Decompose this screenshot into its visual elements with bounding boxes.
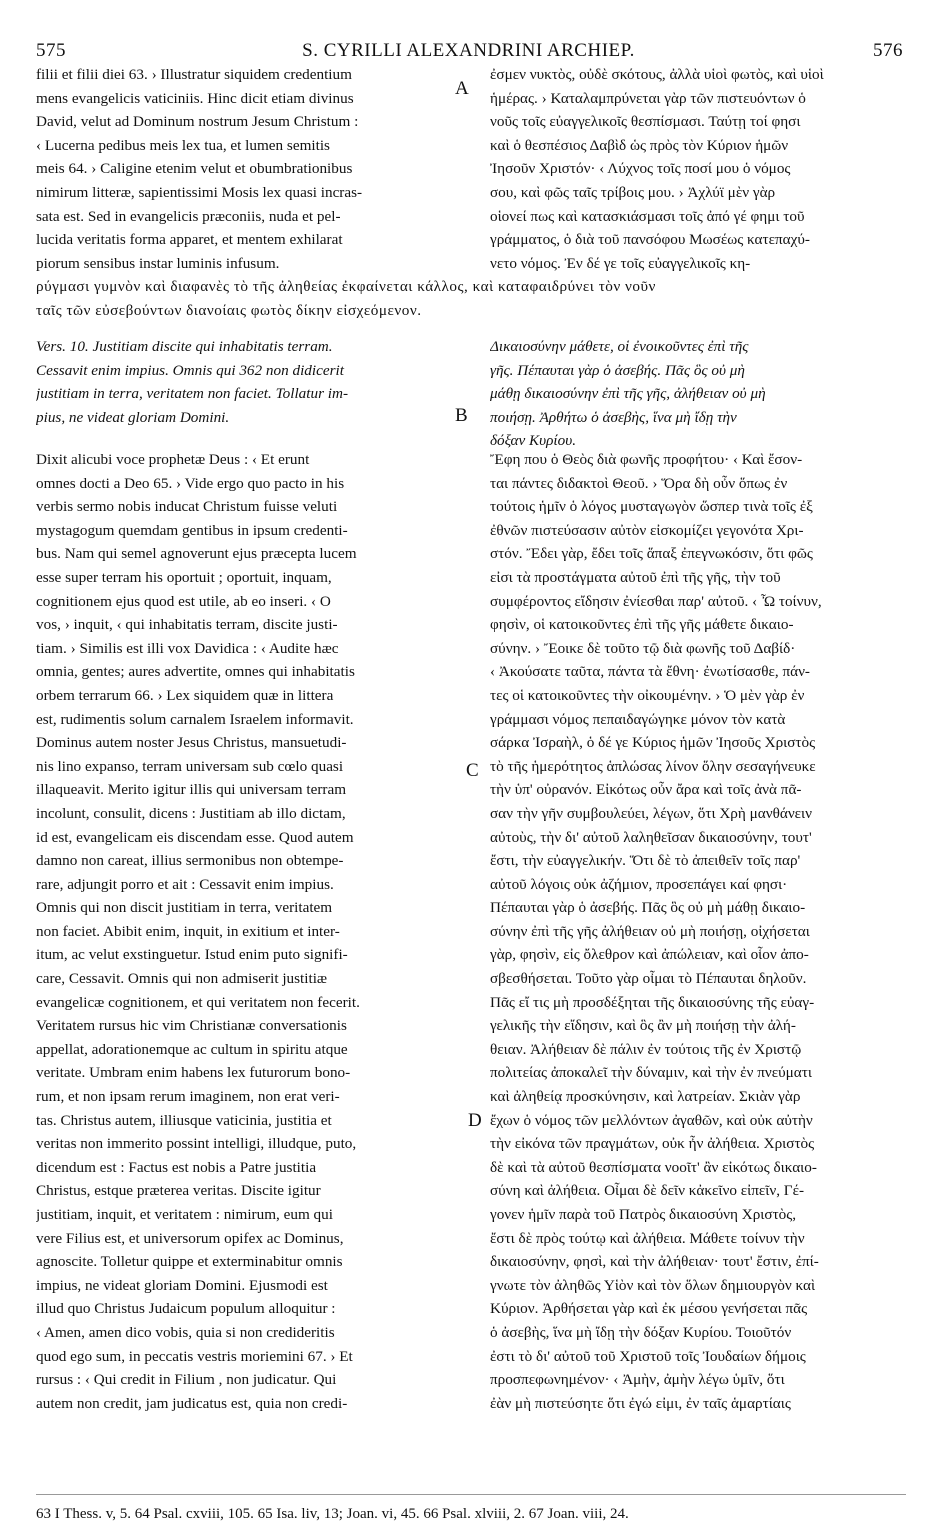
greek-text-line: οἱονεί πως καὶ κατασκιάσμασι τοῖς ἀπό γέ φημι τοῦ (490, 207, 805, 225)
latin-text-line: nis lino expanso, terram universam sub cœlo quasi (36, 757, 344, 775)
right-column-number: 576 (873, 40, 903, 61)
latin-text-line: orbem terrarum 66. › Lex siquidem quæ in littera (36, 686, 334, 704)
latin-text-line: piorum sensibus instar luminis infusum. (36, 254, 280, 272)
greek-text-line: ἔστι, τὴν εὐαγγελικήν. Ὅτι δὲ τὸ ἀπειθεῖν τοῖς παρ' (490, 852, 801, 870)
greek-text-line: δὲ καὶ τὰ αὐτοῦ θεσπίσματα νοοῖτ' ἂν εἰκότως δικαιο- (490, 1158, 817, 1176)
latin-text-line: autem non credit, jam judicatus est, quia non credi- (36, 1394, 348, 1412)
greek-text-line: ἔχων ὁ νόμος τῶν μελλόντων ἀγαθῶν, καὶ οὐκ αὐτὴν (490, 1111, 813, 1129)
latin-text-line: rare, adjungit porro et ait : Cessavit enim impius. (36, 875, 334, 893)
greek-text-line: αὐτοῦ λόγοις οὐκ ἀζήμιον, προσεπάγει καί φησι· (490, 875, 788, 893)
greek-text-line: τὴν εἰκόνα τῶν πραγμάτων, οὐκ ἦν ἀλήθεια. Χριστὸς (490, 1135, 815, 1153)
margin-marker-a: A (455, 78, 469, 99)
greek-text-line: φησὶν, οἱ κατοικοῦντες ἐπὶ τῆς γῆς μάθετε δικαιο- (490, 616, 794, 634)
greek-text-line: Κύριον. Ἀρθήσεται γὰρ καὶ ἐκ μέσου γενήσεται πᾶς (490, 1300, 808, 1318)
greek-text-line: εἰσι τὰ προστάγματα αὐτοῦ ἐπὶ τῆς γῆς, τὴν τοῦ (490, 568, 781, 586)
latin-column-top (36, 63, 464, 275)
latin-text-line: evangelicæ cognitionem, et qui veritatem non fecerit. (36, 993, 360, 1011)
latin-text-line: sata est. Sed in evangelicis præconiis, nuda et pel- (36, 207, 341, 225)
greek-text-line: ἡμέρας. › Καταλαμπρύνεται γὰρ τῶν πιστευόντων ὁ (490, 89, 806, 107)
margin-marker-b: B (455, 405, 468, 426)
latin-text-line: veritas non immerito possint intelligi, illudque, puto, (36, 1135, 357, 1153)
greek-text-line: Ἰησοῦν Χριστόν· ‹ Λύχνος τοῖς ποσί μου ὁ νόμος (490, 160, 791, 178)
greek-text-line: ἐστι τὸ δι' αὐτοῦ τοῦ Χριστοῦ τοῖς Ἰουδαίων δήμοις (490, 1347, 806, 1365)
latin-text-line: nimirum litteræ, sapientissimi Mosis lex quasi incras- (36, 183, 363, 201)
left-column-number: 575 (36, 40, 66, 61)
greek-text-line: γράμμασι νόμος πεπαιδαγώγηκε μόνον τὸν κατὰ (490, 710, 786, 728)
greek-text-line: Πᾶς εἴ τις μὴ προσδέξηται τῆς δικαιοσύνης τῆς εὐαγ- (490, 993, 815, 1011)
latin-text-line: illud quo Christus Judaicum populum alloquitur : (36, 1300, 336, 1318)
greek-text-line: στόν. Ἔδει γὰρ, ἔδει τοῖς ἅπαξ ἐπεγνωκόσιν, ὅτι φῶς (490, 545, 813, 563)
greek-verse-line: ποιήσῃ. Ἀρθήτω ὁ ἀσεβὴς, ἵνα μὴ ἴδῃ τὴν (490, 408, 737, 426)
latin-text-line: care, Cessavit. Omnis qui non admiserit justitiæ (36, 970, 328, 988)
latin-text-line: mens evangelicis vaticiniis. Hinc dicit etiam divinus (36, 89, 354, 107)
greek-text-line: γράμματος, ὁ διὰ τοῦ πανσόφου Μωσέως κατεπαχύ- (490, 231, 810, 249)
latin-text-line: rum, et non ipsam rerum imaginem, non erat veri- (36, 1088, 340, 1106)
greek-text-line: συμφέροντος εἴδησιν ἐνίεσθαι παρ' αὐτοῦ. ‹ Ὦ τοίνυν, (490, 592, 822, 610)
latin-text-line: omnia, gentes; aures advertite, omnes qui inhabitatis (36, 663, 355, 681)
greek-text-line: ἐὰν μὴ πιστεύσητε ὅτι ἐγώ εἰμι, ἐν ταῖς ἁμαρτίαις (490, 1394, 791, 1412)
latin-text-line: cognitionem ejus quod est utile, ab eo inseri. ‹ O (36, 592, 331, 610)
greek-verse-line: μάθῃ δικαιοσύνην ἐπὶ τῆς γῆς, ἀλήθειαν οὐ μὴ (490, 385, 766, 403)
latin-text-line: David, velut ad Dominum nostrum Jesum Christum : (36, 113, 359, 131)
greek-text-line: γελικῆς τὴν εἴδησιν, καὶ ὃς ἂν μὴ ποιήσῃ τὴν ἀλή- (490, 1017, 796, 1035)
greek-verse-line: δόξαν Κυρίου. (490, 432, 577, 450)
latin-verse (36, 335, 464, 429)
greek-verse-line: Δικαιοσύνην μάθετε, οἱ ἐνοικοῦντες ἐπὶ τῆς (490, 338, 749, 355)
latin-text-line: vos, › inquit, ‹ qui inhabitatis terram, discite justi- (36, 616, 338, 634)
latin-text-line: non faciet. Abibit enim, inquit, in exitium et inter- (36, 922, 340, 940)
greek-text-line: καὶ ἀληθείᾳ προσκύνησιν, καὶ λατρείαν. Σκιὰν γὰρ (490, 1088, 801, 1106)
greek-text-line: ἔστι δὲ πρὸς τούτῳ καὶ ἀλήθεια. Μάθετε τοίνυν τὴν (490, 1229, 805, 1247)
latin-text-line: mystagogum quemdam gentibus in ipsum credenti- (36, 521, 348, 539)
latin-text-line: omnes docti a Deo 65. › Vide ergo quo pacto in his (36, 474, 345, 492)
latin-text-line: bus. Nam qui semel agnoverunt ejus præcepta lucem (36, 545, 357, 563)
greek-text-line: Ἔφη που ὁ Θεὸς διὰ φωνῆς προφήτου· ‹ Καὶ ἔσον- (490, 451, 803, 468)
greek-text-line: προσπεφωνημένον· ‹ Ἀμὴν, ἀμὴν λέγω ὑμῖν, ὅτι (490, 1371, 785, 1389)
latin-text-line: ‹ Lucerna pedibus meis lex tua, et lumen semitis (36, 136, 330, 154)
latin-verse-line: justitiam in terra, veritatem non faciet. Tollatur im- (36, 385, 349, 403)
latin-text-line: vere Filius est, et universorum opifex ac Dominus, (36, 1229, 344, 1247)
greek-column-main (490, 448, 908, 1415)
greek-verse (490, 335, 908, 453)
latin-text-line: appellat, adorationemque ac cultum in spiritu atque (36, 1040, 348, 1058)
greek-text-line: τες οἱ κατοικοῦντες τὴν οἰκουμένην. › Ὁ μὲν γὰρ ἐν (490, 686, 805, 704)
latin-text-line: incolunt, consulit, dicens : Justitiam ab illo dictam, (36, 804, 346, 822)
margin-marker-c: C (466, 760, 479, 781)
latin-text-line: Omnis qui non discit justitiam in terra, veritatem (36, 899, 333, 917)
greek-text-line: νοῦς τοῖς εὐαγγελικοῖς θεσπίσμασι. Ταύτῃ τοί φησι (490, 113, 801, 131)
greek-text-line: σύνη καὶ ἀλήθεια. Οἶμαι δὲ δεῖν κἀκεῖνο εἰπεῖν, Γέ- (490, 1182, 804, 1200)
latin-text-line: quod ego sum, in peccatis vestris moriemini 67. › Et (36, 1347, 353, 1365)
latin-text-line: verbis sermo nobis inducat Christum fuisse veluti (36, 498, 338, 516)
greek-text-line: σάρκα Ἰσραὴλ, ὁ δέ γε Κύριος ἡμῶν Ἰησοῦς Χριστὸς (490, 734, 816, 752)
latin-text-line: est, rudimentis solum carnalem Israelem informavit. (36, 710, 354, 728)
greek-text-line: ται πάντες διδακτοὶ Θεοῦ. › Ὅρα δὴ οὖν ὅπως ἐν (490, 474, 788, 492)
running-title: S. CYRILLI ALEXANDRINI ARCHIEP. (302, 40, 635, 61)
greek-full-width-lines (36, 275, 916, 322)
greek-text-line: αὐτοὺς, τὴν δι' αὐτοῦ λαληθεῖσαν δικαιοσύνην, τουτ' (490, 828, 812, 846)
latin-text-line: tas. Christus autem, illiusque vaticinia, justitia et (36, 1111, 332, 1129)
latin-text-line: dicendum est : Factus est nobis a Patre justitia (36, 1158, 317, 1176)
greek-text-line: δικαιοσύνην, φησὶ, καὶ τὴν ἀλήθειαν· τουτ' ἔστιν, ἐπί- (490, 1253, 819, 1271)
latin-text-line: agnoscite. Tolletur quippe et exterminabitur omnis (36, 1253, 343, 1271)
greek-column-top (490, 63, 908, 275)
greek-text-line: ταῖς τῶν εὐσεβούντων διανοίαις φωτὸς δίκην εἰσχεόμενον. (36, 301, 422, 319)
greek-text-line: ὁ ἀσεβὴς, ἵνα μὴ ἴδῃ τὴν δόξαν Κυρίου. Τοιοῦτόν (490, 1323, 792, 1341)
latin-text-line: tiam. › Similis est illi vox Davidica : ‹ Audite hæc (36, 639, 339, 657)
latin-verse-line: pius, ne videat gloriam Domini. (36, 408, 230, 426)
greek-text-line: τὸ τῆς ἡμερότητος ἁπλώσας λίνον ὅλην σεσαγήνευκε (490, 757, 816, 775)
greek-text-line: σύνην. › Ἔοικε δὲ τοῦτο τῷ διὰ φωνῆς τοῦ Δαβίδ· (490, 639, 796, 657)
greek-text-line: ἐσμεν νυκτὸς, οὐδὲ σκότους, ἀλλὰ υἱοὶ φωτὸς, καὶ υἱοὶ (490, 66, 824, 83)
latin-text-line: esse super terram his oportuit ; oportuit, inquam, (36, 568, 332, 586)
footnotes: 63 I Thess. v, 5. 64 Psal. cxviii, 105. 65 Isa. liv, 13; Joan. vi, 45. 66 Psal. xlviii, 2. 67 Joan. viii, 24. (36, 1506, 629, 1522)
latin-text-line: filii et filii diei 63. › Illustratur siquidem credentium (36, 66, 352, 83)
page-header (0, 0, 937, 60)
greek-verse-line: γῆς. Πέπαυται γὰρ ὁ ἀσεβής. Πᾶς ὃς οὐ μὴ (490, 361, 745, 379)
latin-text-line: veritate. Umbram enim habens lex futurorum bono- (36, 1064, 351, 1082)
greek-text-line: σβεσθήσεται. Τοῦτο γὰρ οἶμαι τὸ Πέπαυται δηλοῦν. (490, 970, 807, 988)
greek-text-line: Πέπαυται γὰρ ὁ ἀσεβής. Πᾶς ὃς οὐ μὴ μάθῃ δικαιο- (490, 899, 806, 917)
greek-text-line: τούτοις ἡμῖν ὁ λόγος μυσταγωγὸν ὥσπερ τινὰ τοῖς ἐξ (490, 498, 813, 516)
latin-verse-line: Cessavit enim impius. Omnis qui 362 non didicerit (36, 361, 344, 379)
latin-verse-line: Vers. 10. Justitiam discite qui inhabitatis terram. (36, 338, 333, 355)
latin-text-line: damno non careat, illius sermonibus non obtempe- (36, 852, 344, 870)
latin-text-line: id est, evangelicam eis discendam esse. Quod autem (36, 828, 354, 846)
latin-text-line: Dixit alicubi voce prophetæ Deus : ‹ Et erunt (36, 451, 310, 468)
latin-text-line: impius, ne videat gloriam Domini. Ejusmodi est (36, 1276, 328, 1294)
greek-text-line: ‹ Ἀκούσατε ταῦτα, πάντα τὰ ἔθνη· ἐνωτίσασθε, πάν- (490, 663, 810, 681)
latin-text-line: lucida veritatis forma apparet, et mentem exhilarat (36, 231, 343, 249)
latin-text-line: itum, ac velut exstinguetur. Istud enim puto signifi- (36, 946, 348, 964)
latin-text-line: rursus : ‹ Qui credit in Filium , non judicatur. Qui (36, 1371, 337, 1389)
greek-text-line: νετο νόμος. Ἐν δέ γε τοῖς εὐαγγελικοῖς κη- (490, 254, 751, 272)
latin-text-line: Dominus autem noster Jesus Christus, mansuetudi- (36, 734, 347, 752)
footnote-rule (36, 1494, 906, 1495)
latin-text-line: justitiam, inquit, et veritatem : nimirum, eum qui (36, 1206, 333, 1223)
greek-text-line: σαν τὴν γῆν συμβουλεύει, λέγων, ὅτι Χρὴ μανθάνειν (490, 804, 813, 822)
greek-text-line: τὴν ὑπ' οὐρανόν. Εἰκότως οὖν ἄρα καὶ τοῖς ἀνὰ πᾶ- (490, 781, 802, 799)
greek-text-line: πολιτείας ἀποκαλεῖ τὴν δύναμιν, καὶ τὴν ἐν πνεύματι (490, 1064, 812, 1082)
latin-text-line: meis 64. › Caligine etenim velut et obumbrationibus (36, 160, 353, 178)
latin-column-main (36, 448, 464, 1415)
greek-text-line: γονεν ἡμῖν παρὰ τοῦ Πατρὸς δικαιοσύνη Χριστὸς, (490, 1206, 797, 1223)
greek-text-line: γὰρ, φησὶν, εἰς ὄλεθρον καὶ ἀπώλειαν, καὶ οἷον ἀπο- (490, 946, 809, 964)
latin-text-line: ‹ Amen, amen dico vobis, quia si non credideritis (36, 1323, 335, 1341)
margin-marker-d: D (468, 1110, 482, 1131)
greek-text-line: γνωτε τὸν ἀληθῶς Υἱὸν καὶ τὸν ὅλων δημιουργὸν καὶ (490, 1276, 816, 1294)
latin-text-line: Christus, estque præterea veritas. Discite igitur (36, 1182, 321, 1200)
greek-text-line: καὶ ὁ θεσπέσιος Δαβὶδ ὡς πρὸς τὸν Κύριον ἡμῶν (490, 136, 789, 154)
greek-text-line: ἐθνῶν πιστεύσασιν αὐτὸν εἰσκομίζει γεγονότα Χρι- (490, 521, 804, 539)
greek-text-line: θειαν. Ἀλήθειαν δὲ πάλιν ἐν τούτοις τῆς ἐν Χριστῷ (490, 1040, 802, 1058)
latin-text-line: Veritatem rursus hic vim Christianæ conversationis (36, 1017, 347, 1035)
greek-text-line: σου, καὶ φῶς ταῖς τρίβοις μου. › Ἀχλύϊ μὲν γὰρ (490, 183, 776, 201)
greek-text-line: ρύγμασι γυμνὸν καὶ διαφανὲς τὸ τῆς ἀληθείας ἐκφαίνεται κάλλος, καὶ καταφαιδρύνει τὸν νοῦν (36, 278, 656, 295)
latin-text-line: illaqueavit. Merito igitur illis qui universam terram (36, 781, 347, 799)
greek-text-line: σύνην ἐπὶ τῆς γῆς ἀλήθειαν οὐ μὴ ποιήσῃ, οἰχήσεται (490, 922, 810, 940)
